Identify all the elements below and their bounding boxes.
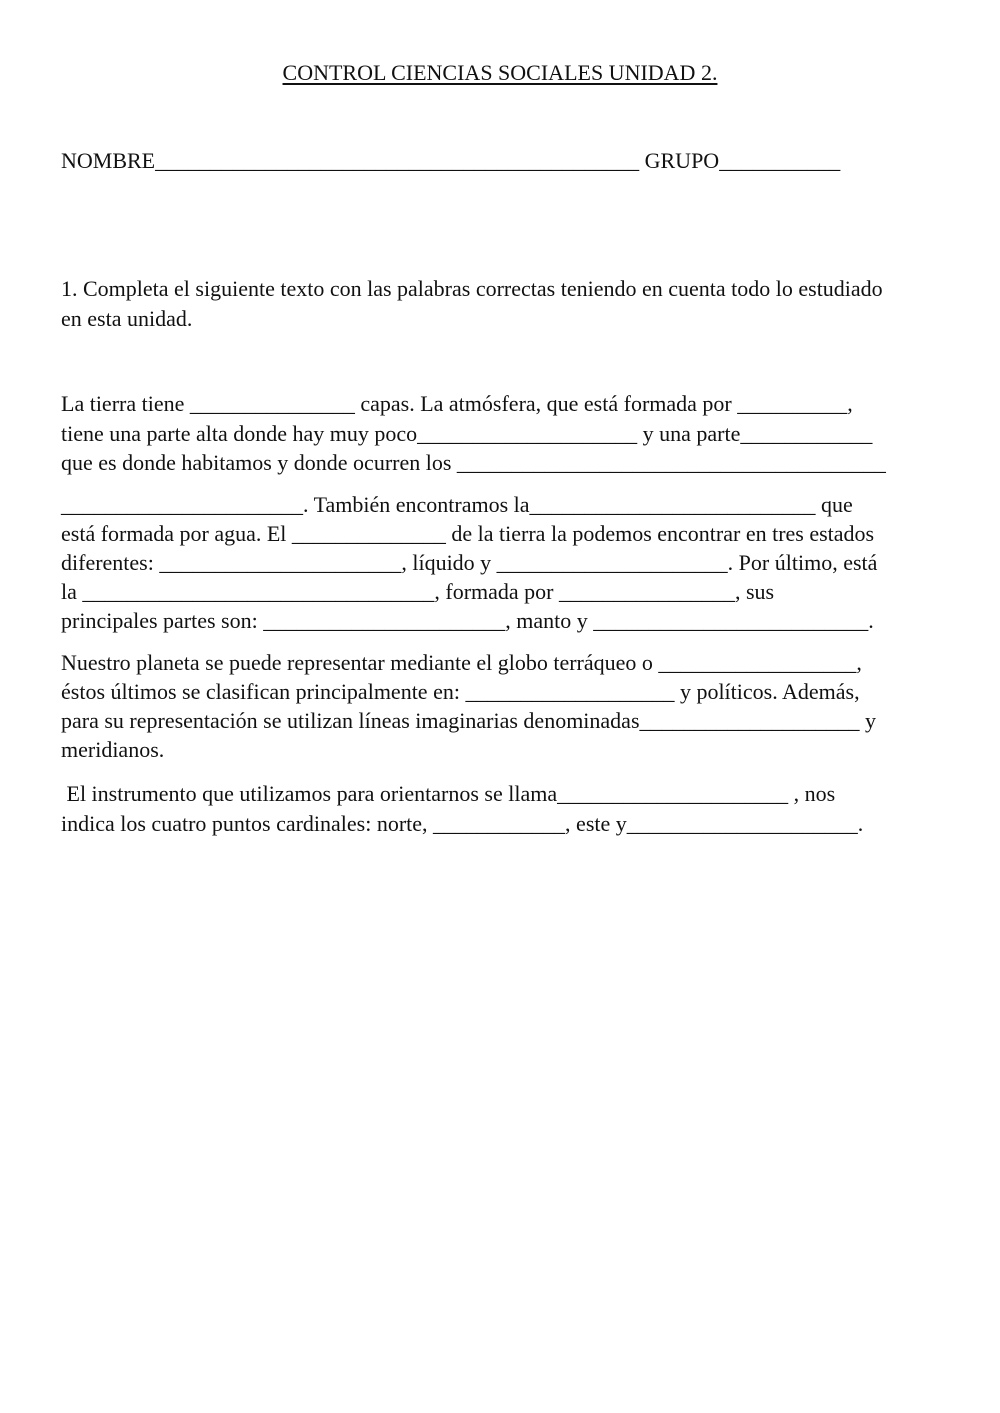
page-title: CONTROL CIENCIAS SOCIALES UNIDAD 2. [282,60,718,85]
paragraph4-line-2: indica los cuatro puntos cardinales: norte, ____________, este y_____________________. [61,811,864,836]
question-line-2: en esta unidad. [61,306,193,331]
paragraph3-line-4: meridianos. [61,737,165,762]
name-group-line: NOMBRE____________________________________________ GRUPO___________ [61,148,841,173]
question-line-1: 1. Completa el siguiente texto con las palabras correctas teniendo en cuenta todo lo estudiado [61,276,883,301]
paragraph3-line-3: para su representación se utilizan líneas imaginarias denominadas____________________ y [61,708,877,733]
paragraph2-line-3: diferentes: ______________________, líquido y _____________________. Por último, está [61,550,878,575]
paragraph1-line-2: tiene una parte alta donde hay muy poco____________________ y una parte____________ [61,421,873,446]
paragraph2-line-4: la ________________________________, formada por ________________, sus [61,579,775,604]
paragraph4-line-1: El instrumento que utilizamos para orientarnos se llama_____________________ , nos [61,781,836,806]
paragraph2-line-2: está formada por agua. El ______________ de la tierra la podemos encontrar en tres estados [61,521,875,546]
paragraph1-line-1: La tierra tiene _______________ capas. La atmósfera, que está formada por __________, [61,391,853,416]
paragraph1-line-3: que es donde habitamos y donde ocurren los _______________________________________ [61,450,886,475]
paragraph2-line-1: ______________________. También encontramos la__________________________ que [61,492,853,517]
paragraph3-line-1: Nuestro planeta se puede representar mediante el globo terráqueo o __________________, [61,650,862,675]
paragraph3-line-2: éstos últimos se clasifican principalmente en: ___________________ y políticos. Además, [61,679,860,704]
paragraph2-line-5: principales partes son: ______________________, manto y _________________________. [61,608,874,633]
